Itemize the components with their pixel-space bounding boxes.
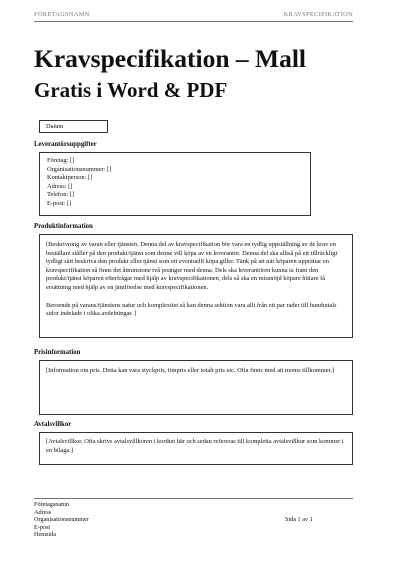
header-company: FÖRETAGSNAMN: [34, 11, 90, 18]
product-paragraph-2: Beroende på varans/tjänstens natur och komplexitet så kan denna sektion vara allt från ett par rader till hundratals sidor indelade i olika avdelningar. ]: [46, 301, 337, 318]
terms-text: [Avtalsvillkor. Ofta skrivs avtalsvillkoren i korthet här och sedan refereras till kompletta avtalsvillkor som kommer i en bilaga.]: [46, 438, 344, 454]
terms-box[interactable]: [39, 432, 353, 465]
supplier-company: Företag: []: [47, 157, 75, 164]
footer-info: [34, 501, 89, 539]
supplier-contact: Kontaktperson: []: [47, 174, 93, 182]
header-rule: [34, 21, 353, 22]
footer-website: Hemsida: [34, 531, 56, 539]
footer-rule: [34, 498, 353, 499]
supplier-email: E-post: []: [47, 199, 72, 207]
header-doc-type: KRAVSPECIFIKATION: [283, 11, 353, 18]
footer-org-number: Organisationsnummer: [34, 516, 89, 524]
supplier-heading: Leverantörsuppgifter: [34, 141, 97, 148]
price-text: [Information om pris. Detta kan vara styckpris, timpris eller totalt pris etc. Ofta finns med att moms tillkommer.]: [46, 367, 335, 374]
product-paragraph-1: [Beskrivning av varan eller tjänsten. Denna del av kravspecifikation bör vara en tydlig uppställning av de krav en beställare ställer på den produkt/tjänst som denne vill köpa av en leverantör. Denna del ska alltså på ett tillräckligt tydligt sätt beskriva den produkt eller tjänst som ett eventuellt köpa giller. Tänk på att när köparen upprättar en kravspecifikation så finns det åtminstone två poänger med denna. Dels ska leverantören kunna ta fram den produkt/tjänst köparen efterfrågar med hjälp av kravspecifikationen, dels så ska en missnöjd köpare hittare få ersättning med hjälp av en jämförelse med kravspecifikationen.: [46, 241, 338, 291]
supplier-address: Adress: []: [47, 182, 73, 190]
page-number: Sida 1 av 1: [285, 516, 313, 523]
product-heading: Produktinformation: [34, 223, 93, 230]
supplier-box[interactable]: [39, 152, 311, 216]
supplier-phone: Telefon: []: [47, 191, 75, 199]
supplier-org-number: Organisationsnummer: []: [47, 165, 112, 173]
document-title: Kravspecifikation – Mall: [34, 44, 306, 73]
footer-email: E-post: [34, 523, 51, 531]
running-header: [34, 11, 353, 21]
date-field[interactable]: Datum: [39, 120, 108, 133]
document-subtitle: Gratis i Word & PDF: [34, 78, 228, 102]
price-heading: Prisinformation: [34, 349, 81, 356]
terms-heading: Avtalsvillkor: [34, 421, 72, 428]
footer-address: Adress: [34, 508, 52, 516]
price-box[interactable]: [39, 360, 353, 415]
footer-company: Företagsnamn: [34, 501, 70, 508]
product-box[interactable]: [39, 234, 353, 338]
